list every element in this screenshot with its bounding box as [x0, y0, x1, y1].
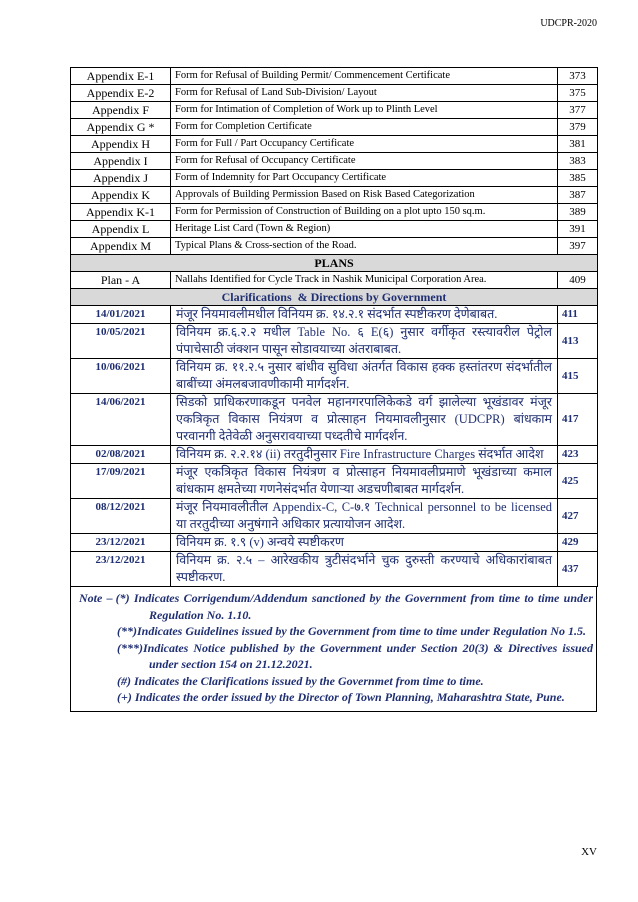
note-item	[71, 689, 593, 706]
clarification-text: विनियम क्र. १.९ (v) अन्वये स्पष्टीकरण	[171, 534, 558, 552]
note-item	[71, 590, 593, 623]
clarification-page: 417	[558, 394, 598, 446]
plans-heading-row	[71, 255, 598, 272]
clarification-date: 23/12/2021	[71, 552, 171, 587]
appendix-row	[71, 170, 598, 187]
clarification-date: 08/12/2021	[71, 499, 171, 534]
clarification-date: 14/01/2021	[71, 306, 171, 324]
appendix-page: 379	[558, 119, 598, 136]
appendix-row	[71, 238, 598, 255]
appendix-label: Appendix K	[71, 187, 171, 204]
appendix-title: Form for Intimation of Completion of Work up to Plinth Level	[171, 102, 558, 119]
appendix-page: 377	[558, 102, 598, 119]
clarification-date: 14/06/2021	[71, 394, 171, 446]
appendix-row	[71, 85, 598, 102]
clarification-text: विनियम क्र. ११.२.५ नुसार बांधीव सुविधा अंतर्गत विकास हक्क हस्तांतरण संदर्भातील बाबींच्या अंमलबजावणीकामी मार्गदर्शन.	[171, 359, 558, 394]
contents-table	[70, 67, 598, 587]
note-item	[71, 673, 593, 690]
plan-page: 409	[558, 272, 598, 289]
page-number: XV	[581, 846, 597, 858]
clarification-date: 02/08/2021	[71, 446, 171, 464]
contents-section	[70, 67, 597, 712]
clarification-row	[71, 499, 598, 534]
clarification-page: 427	[558, 499, 598, 534]
note-text: (**)Indicates Guidelines issued by the Government from time to time under Regulation No 1.5.	[117, 624, 587, 638]
note-text: (#) Indicates the Clarifications issued by the Governmet from time to time.	[117, 673, 484, 688]
appendix-title: Heritage List Card (Town & Region)	[171, 221, 558, 238]
appendix-title: Form for Completion Certificate	[171, 119, 558, 136]
appendix-page: 373	[558, 68, 598, 85]
appendix-label: Appendix K-1	[71, 204, 171, 221]
note-text: (*) Indicates Corrigendum/Addendum sanctioned by the Government from time to time under Regulation No. 1.10.	[115, 591, 593, 622]
clarification-date: 10/06/2021	[71, 359, 171, 394]
appendix-title: Form for Refusal of Building Permit/ Commencement Certificate	[171, 68, 558, 85]
plan-label: Plan - A	[71, 272, 171, 289]
clarification-row	[71, 534, 598, 552]
appendix-page: 387	[558, 187, 598, 204]
appendix-label: Appendix E-2	[71, 85, 171, 102]
appendix-title: Approvals of Building Permission Based on Risk Based Categorization	[171, 187, 558, 204]
appendix-label: Appendix G *	[71, 119, 171, 136]
note-label: Note –	[79, 591, 113, 605]
clarification-row	[71, 324, 598, 359]
clarification-text: मंजूर एकत्रिकृत विकास नियंत्रण व प्रोत्साहन नियमावलीप्रमाणे भूखंडाच्या कमाल बांधकाम क्षमतेच्या गणनेसंदर्भात येणाऱ्या अडचणीबाबत मार्गदर्शन.	[171, 464, 558, 499]
appendix-page: 383	[558, 153, 598, 170]
plan-title: Nallahs Identified for Cycle Track in Nashik Municipal Corporation Area.	[171, 272, 558, 289]
appendix-page: 385	[558, 170, 598, 187]
appendix-title: Form for Full / Part Occupancy Certificate	[171, 136, 558, 153]
appendix-title: Form for Refusal of Land Sub-Division/ Layout	[171, 85, 558, 102]
clarification-page: 425	[558, 464, 598, 499]
appendix-label: Appendix M	[71, 238, 171, 255]
note-item	[71, 623, 593, 640]
appendix-row	[71, 153, 598, 170]
clarification-page: 437	[558, 552, 598, 587]
clarification-page: 413	[558, 324, 598, 359]
appendix-label: Appendix I	[71, 153, 171, 170]
clarification-row	[71, 306, 598, 324]
appendix-label: Appendix F	[71, 102, 171, 119]
appendix-page: 375	[558, 85, 598, 102]
appendix-page: 397	[558, 238, 598, 255]
clarification-page: 429	[558, 534, 598, 552]
clarification-text: सिडको प्राधिकरणाकडून पनवेल महानगरपालिकेकडे वर्ग झालेल्या भूखंडावर मंजूर एकत्रिकृत विकास नियंत्रण व प्रोत्साहन नियमावलीनुसार (UDCPR) बांधकाम परवानगी देतेवेळी अनुसरावयाच्या पध्दतीचे मार्गदर्शन.	[171, 394, 558, 446]
appendix-label: Appendix E-1	[71, 68, 171, 85]
document-code: UDCPR-2020	[540, 18, 597, 29]
appendix-row	[71, 204, 598, 221]
clarification-date: 23/12/2021	[71, 534, 171, 552]
clarification-row	[71, 446, 598, 464]
clarification-page: 411	[558, 306, 598, 324]
note-text: (+) Indicates the order issued by the Director of Town Planning, Maharashtra State, Pune.	[117, 690, 565, 704]
notes-box	[70, 587, 597, 712]
appendix-label: Appendix J	[71, 170, 171, 187]
note-text: (***)Indicates Notice published by the Government under Section 20(3) & Directives issued under section 154 on 21.12.2021.	[117, 640, 593, 671]
appendix-row	[71, 68, 598, 85]
clarification-text: विनियम क्र. २.५ – आरेखकीय त्रुटीसंदर्भाने चुक दुरुस्ती करण्याचे अधिकारांबाबत स्पष्टीकरण.	[171, 552, 558, 587]
clarification-row	[71, 464, 598, 499]
clarification-row	[71, 552, 598, 587]
clarifications-heading-row	[71, 289, 598, 306]
clarification-text: विनियम क्र.६.२.२ मधील Table No. ६ E(६) नुसार वर्गीकृत रस्त्यावरील पेट्रोल पंपाचेसाठी जंक्शन पासून सोडावयाच्या अंतराबाबत.	[171, 324, 558, 359]
appendix-page: 381	[558, 136, 598, 153]
clarification-row	[71, 359, 598, 394]
clarification-page: 415	[558, 359, 598, 394]
appendix-title: Form for Permission of Construction of Building on a plot upto 150 sq.m.	[171, 204, 558, 221]
note-item	[71, 640, 593, 673]
clarifications-heading: Clarifications & Directions by Government	[71, 289, 598, 306]
appendix-label: Appendix L	[71, 221, 171, 238]
appendix-row	[71, 119, 598, 136]
appendix-row	[71, 102, 598, 119]
plan-row	[71, 272, 598, 289]
appendix-title: Form of Indemnity for Part Occupancy Certificate	[171, 170, 558, 187]
clarification-text: मंजूर नियमावलीतील Appendix-C, C-७.१ Technical personnel to be licensed या तरतुदीच्या अनुषंगाने अधिकार प्रत्यायोजन आदेश.	[171, 499, 558, 534]
appendix-title: Typical Plans & Cross-section of the Road.	[171, 238, 558, 255]
clarification-page: 423	[558, 446, 598, 464]
appendix-page: 391	[558, 221, 598, 238]
appendix-row	[71, 136, 598, 153]
appendix-title: Form for Refusal of Occupancy Certificate	[171, 153, 558, 170]
appendix-row	[71, 187, 598, 204]
clarification-row	[71, 394, 598, 446]
appendix-row	[71, 221, 598, 238]
clarification-date: 10/05/2021	[71, 324, 171, 359]
clarification-text: मंजूर नियमावलीमधील विनियम क्र. १४.२.१ संदर्भात स्पष्टीकरण देणेबाबत.	[171, 306, 558, 324]
clarification-text: विनियम क्र. २.२.१४ (ii) तरतुदीनुसार Fire Infrastructure Charges संदर्भात आदेश	[171, 446, 558, 464]
appendix-label: Appendix H	[71, 136, 171, 153]
clarification-date: 17/09/2021	[71, 464, 171, 499]
plans-heading: PLANS	[71, 255, 598, 272]
appendix-page: 389	[558, 204, 598, 221]
